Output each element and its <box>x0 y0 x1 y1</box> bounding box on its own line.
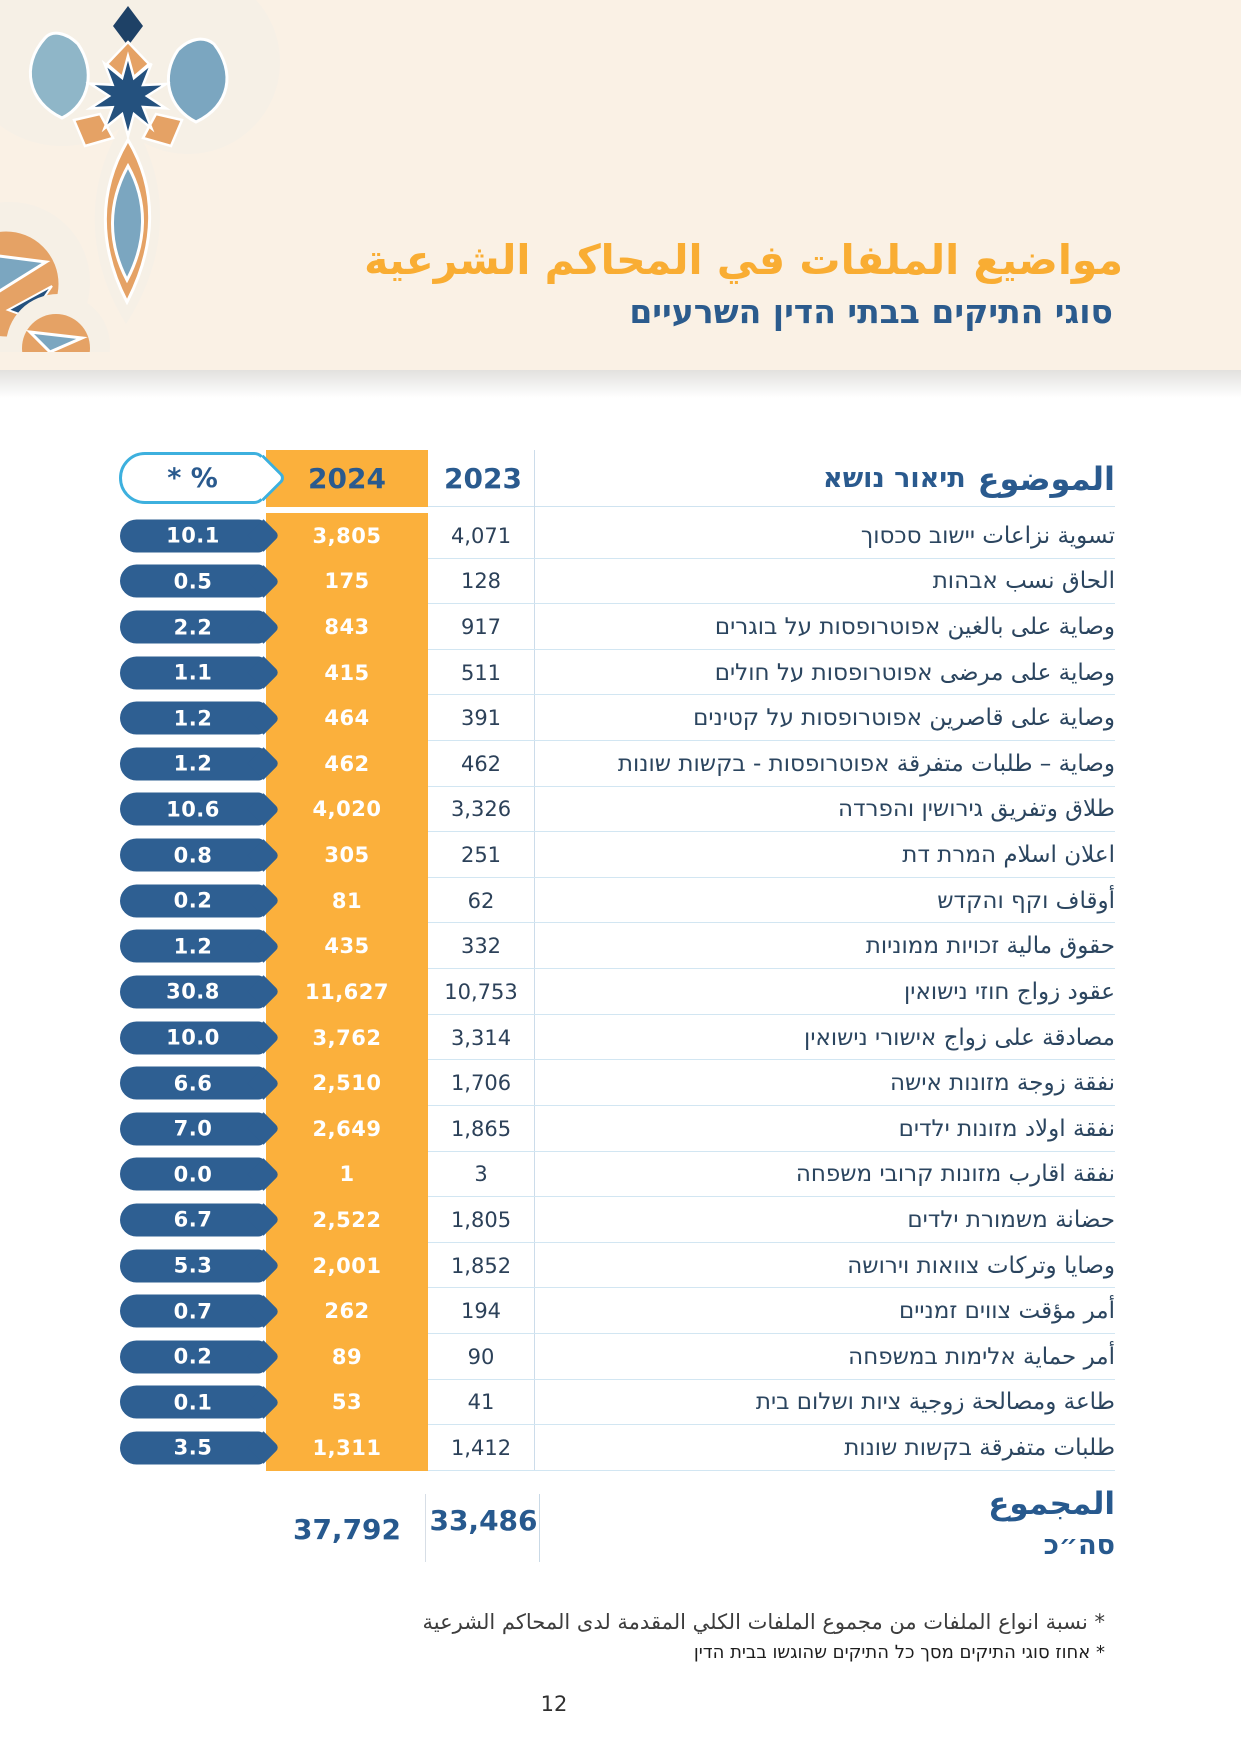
percent-value: 0.7 <box>173 1299 213 1324</box>
subject-label: تسوية نزاعات יישוב סכסוך <box>860 522 1115 549</box>
table-body <box>0 513 1241 1471</box>
subject-label: حضانة משמורת ילדים <box>907 1206 1115 1233</box>
percent-pill <box>120 1386 266 1419</box>
column-header-2024: 2024 <box>266 450 428 507</box>
percent-column-header <box>119 452 266 504</box>
percent-value: 0.1 <box>173 1390 213 1415</box>
percent-value: 5.3 <box>173 1253 213 1278</box>
value-2024: 305 <box>324 843 370 868</box>
total-divider-right <box>539 1494 540 1562</box>
value-2023: 41 <box>467 1390 495 1415</box>
value-2023: 128 <box>460 569 502 594</box>
subject-label: نفقة زوجة מזונות אישה <box>890 1070 1115 1097</box>
footnote-arabic: * نسبة انواع الملفات من مجموع الملفات الكلي المقدمة لدى المحاكم الشرعية <box>422 1610 1105 1634</box>
percent-pill <box>120 1295 266 1328</box>
table-row <box>0 923 1241 969</box>
subject-label: نفقة اولاد מזונות ילדים <box>898 1115 1115 1142</box>
value-2024: 81 <box>331 888 363 913</box>
table-row <box>0 1380 1241 1426</box>
table-row <box>0 878 1241 924</box>
percent-pill <box>120 519 266 552</box>
table-row <box>0 969 1241 1015</box>
subject-label: وصاية – طلبات متفرقة אפוטרופסות - בקשות שונות <box>617 750 1115 777</box>
value-2024: 11,627 <box>304 979 390 1004</box>
table-row <box>0 1334 1241 1380</box>
value-2024: 415 <box>324 660 370 685</box>
table-row <box>0 1015 1241 1061</box>
value-2023: 4,071 <box>450 523 512 548</box>
percent-value: 0.2 <box>173 1344 213 1369</box>
value-2023: 3,314 <box>450 1025 512 1050</box>
value-2023: 1,852 <box>450 1253 512 1278</box>
value-2023: 3,326 <box>450 797 512 822</box>
percent-pill <box>120 884 266 917</box>
percent-pill <box>120 1067 266 1100</box>
subject-header-hebrew: תיאור נושא <box>823 463 966 494</box>
subject-label: مصادقة على زواج אישורי נישואין <box>804 1024 1115 1051</box>
total-value-2023: 33,486 <box>429 1504 538 1537</box>
value-2023: 462 <box>460 751 502 776</box>
table-row <box>0 1243 1241 1289</box>
subject-label: وصاية على مرضى אפוטרופסות על חולים <box>714 659 1115 686</box>
total-divider-left <box>425 1494 426 1562</box>
percent-value: 1.2 <box>173 706 213 731</box>
percent-value: 6.7 <box>173 1207 213 1232</box>
value-2024: 262 <box>324 1299 370 1324</box>
percent-pill <box>120 793 266 826</box>
page-subtitle-hebrew: סוגי התיקים בבתי הדין השרעיים <box>629 292 1113 331</box>
table-row <box>0 559 1241 605</box>
value-2023: 1,865 <box>450 1116 512 1141</box>
subject-label: طلبات متفرقة בקשות שונות <box>844 1434 1115 1461</box>
percent-value: 3.5 <box>173 1435 213 1460</box>
percent-value: 0.2 <box>173 888 213 913</box>
header-underline <box>428 506 1115 507</box>
value-2024: 843 <box>324 615 370 640</box>
value-2024: 175 <box>324 569 370 594</box>
table-row <box>0 695 1241 741</box>
subject-label: وصايا وتركات צוואות וירושה <box>847 1252 1115 1279</box>
table-row <box>0 1152 1241 1198</box>
percent-pill <box>120 1340 266 1373</box>
percent-value: 0.0 <box>173 1162 213 1187</box>
percent-value: 10.1 <box>166 523 220 548</box>
total-label-arabic: المجموع <box>988 1486 1115 1522</box>
table-row <box>0 832 1241 878</box>
percent-value: 2.2 <box>173 615 213 640</box>
value-2023: 62 <box>467 888 495 913</box>
percent-pill <box>120 930 266 963</box>
table-row <box>0 1060 1241 1106</box>
percent-pill <box>120 565 266 598</box>
value-2024: 53 <box>331 1390 363 1415</box>
table-row <box>0 741 1241 787</box>
percent-value: 6.6 <box>173 1071 213 1096</box>
subject-label: أمر مؤقت צווים זמניים <box>898 1298 1115 1325</box>
value-2024: 464 <box>324 706 370 731</box>
percent-pill <box>120 656 266 689</box>
percent-pill <box>120 702 266 735</box>
value-2023: 10,753 <box>444 979 518 1004</box>
percent-pill <box>120 1203 266 1236</box>
value-2023: 3 <box>474 1162 488 1187</box>
percent-value: 1.2 <box>173 751 213 776</box>
subject-label: أمر حماية אלימות במשפחה <box>848 1343 1115 1370</box>
table-row <box>0 1106 1241 1152</box>
value-2024: 89 <box>331 1344 363 1369</box>
value-2023: 332 <box>460 934 502 959</box>
value-2023: 391 <box>460 706 502 731</box>
subject-header-arabic: الموضوع <box>977 459 1115 498</box>
percent-pill <box>120 1112 266 1145</box>
value-2024: 462 <box>324 751 370 776</box>
table-row <box>0 1288 1241 1334</box>
subject-label: طلاق وتفريق גירושין והפרדה <box>837 796 1115 823</box>
value-2023: 90 <box>467 1344 495 1369</box>
subject-label: وصاية على قاصرين אפוטרופסות על קטינים <box>693 705 1115 732</box>
subject-label: أوقاف וקף והקדש <box>937 887 1115 914</box>
column-header-subject <box>823 450 1115 507</box>
value-2024: 4,020 <box>312 797 382 822</box>
value-2024: 2,001 <box>312 1253 382 1278</box>
column-header-2023: 2023 <box>444 462 522 495</box>
value-2024: 1,311 <box>312 1435 382 1460</box>
page-title-arabic: مواضيع الملفات في المحاكم الشرعية <box>364 236 1123 284</box>
table-row <box>0 604 1241 650</box>
percent-pill <box>120 1021 266 1054</box>
subject-label: عقود زواج חוזי נישואין <box>904 978 1115 1005</box>
percent-value: 0.8 <box>173 843 213 868</box>
value-2024: 2,510 <box>312 1071 382 1096</box>
percent-value: 1.2 <box>173 934 213 959</box>
value-2024: 435 <box>324 934 370 959</box>
percent-column-label: * % <box>167 462 218 494</box>
subject-label: الحاق نسب אבהות <box>932 568 1115 595</box>
table-row <box>0 787 1241 833</box>
value-2023: 511 <box>460 660 502 685</box>
value-2023: 251 <box>460 843 502 868</box>
percent-pill <box>120 611 266 644</box>
subject-label: طاعة ومصالحة زوجية ציות ושלום בית <box>755 1389 1115 1416</box>
value-2023: 1,805 <box>450 1207 512 1232</box>
subject-label: وصاية على بالغين אפוטרופסות על בוגרים <box>714 614 1115 641</box>
percent-value: 1.1 <box>173 660 213 685</box>
islamic-ornament-icon <box>0 0 280 352</box>
value-2023: 1,412 <box>450 1435 512 1460</box>
percent-value: 10.0 <box>166 1025 220 1050</box>
value-2024: 1 <box>339 1162 355 1187</box>
value-2024: 2,522 <box>312 1207 382 1232</box>
total-value-2024: 37,792 <box>292 1513 402 1546</box>
value-2024: 3,762 <box>312 1025 382 1050</box>
subject-label: اعلان اسلام המרת דת <box>902 842 1115 869</box>
subject-label: نفقة اقارب מזונות קרובי משפחה <box>795 1161 1115 1188</box>
table-row <box>0 650 1241 696</box>
table-row <box>0 1425 1241 1471</box>
footnote-hebrew: * אחוז סוגי התיקים מסך כל התיקים שהוגשו בבית הדין <box>693 1642 1105 1663</box>
percent-pill <box>120 1249 266 1282</box>
percent-value: 30.8 <box>166 979 220 1004</box>
percent-pill <box>120 747 266 780</box>
subject-label: حقوق مالية זכויות ממוניות <box>865 933 1115 960</box>
percent-value: 10.6 <box>166 797 220 822</box>
percent-pill <box>120 1431 266 1464</box>
header-band-shadow <box>0 370 1241 398</box>
percent-value: 7.0 <box>173 1116 213 1141</box>
percent-pill <box>120 975 266 1008</box>
value-2023: 917 <box>460 615 502 640</box>
total-label-hebrew: סה״כ <box>1043 1530 1115 1561</box>
value-2023: 194 <box>460 1299 502 1324</box>
value-2024: 3,805 <box>312 523 382 548</box>
page-number: 12 <box>540 1692 568 1716</box>
percent-pill <box>120 1158 266 1191</box>
table-row <box>0 1197 1241 1243</box>
percent-value: 0.5 <box>173 569 213 594</box>
percent-pill <box>120 839 266 872</box>
value-2023: 1,706 <box>450 1071 512 1096</box>
table-row <box>0 513 1241 559</box>
value-2024: 2,649 <box>312 1116 382 1141</box>
